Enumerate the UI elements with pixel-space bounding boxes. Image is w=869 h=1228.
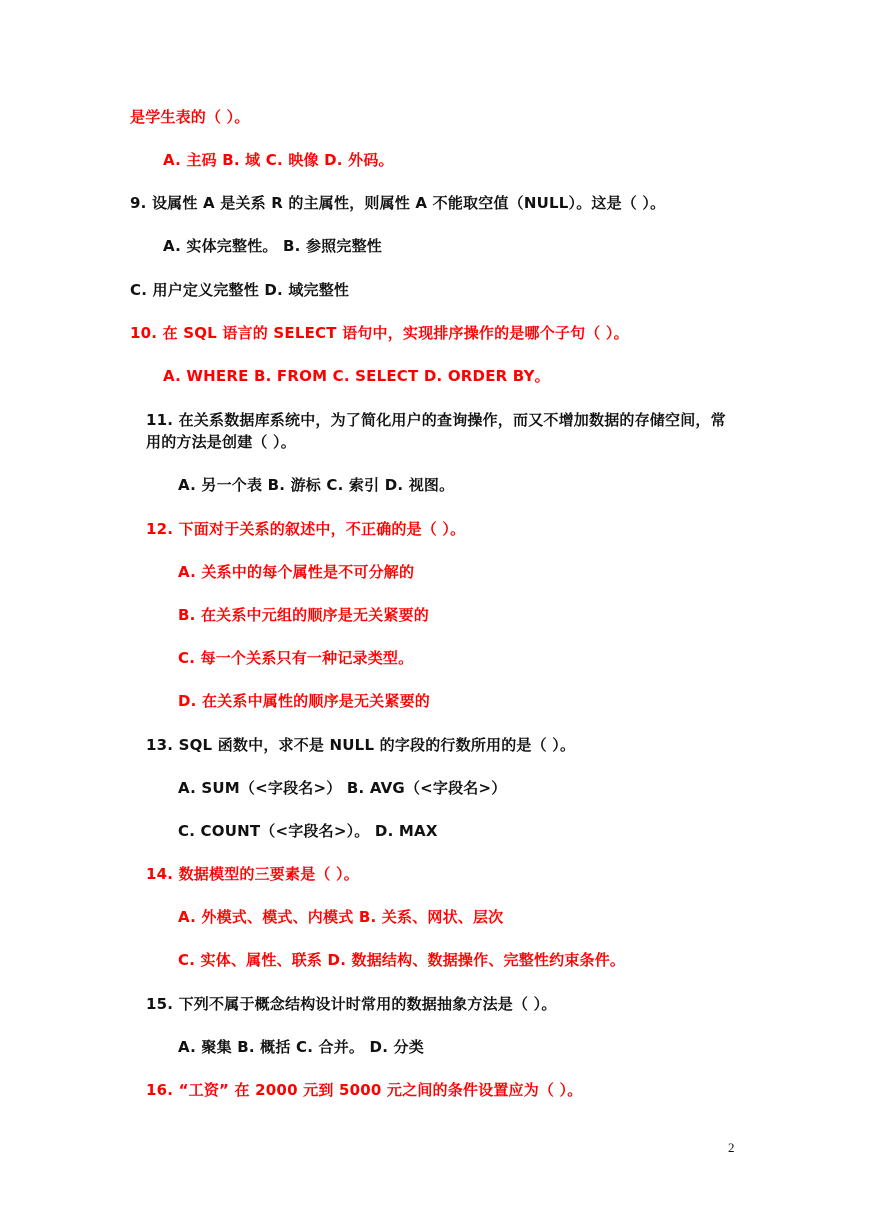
line-q12-option-d: D. 在关系中属性的顺序是无关紧要的 [178, 692, 430, 710]
line-q13-options-c-d: C. COUNT（<字段名>）。 D. MAX [178, 822, 438, 840]
line-q12-option-c: C. 每一个关系只有一种记录类型。 [178, 649, 414, 667]
line-q9-options-a-b: A. 实体完整性。 B. 参照完整性 [163, 237, 382, 255]
line-q15-question: 15. 下列不属于概念结构设计时常用的数据抽象方法是（ ）。 [146, 995, 557, 1013]
page-number: 2 [728, 1140, 735, 1155]
line-q16-question: 16. “工资” 在 2000 元到 5000 元之间的条件设置应为（ ）。 [146, 1081, 583, 1099]
line-q12-option-a: A. 关系中的每个属性是不可分解的 [178, 563, 415, 581]
line-q9-options-c-d: C. 用户定义完整性 D. 域完整性 [130, 281, 350, 299]
line-q11-question-2: 用的方法是创建（ ）。 [146, 433, 296, 451]
line-q13-options-a-b: A. SUM（<字段名>） B. AVG（<字段名>） [178, 779, 507, 797]
line-q14-question: 14. 数据模型的三要素是（ ）。 [146, 865, 359, 883]
line-q14-options-a-b: A. 外模式、模式、内模式 B. 关系、网状、层次 [178, 908, 504, 926]
line-q15-options: A. 聚集 B. 概括 C. 合并。 D. 分类 [178, 1038, 424, 1056]
line-q11-question-1: 11. 在关系数据库系统中，为了简化用户的查询操作，而又不增加数据的存储空间，常 [146, 411, 726, 429]
line-q11-options: A. 另一个表 B. 游标 C. 索引 D. 视图。 [178, 476, 455, 494]
line-q12-question: 12. 下面对于关系的叙述中，不正确的是（ ）。 [146, 520, 466, 538]
line-q9-question: 9. 设属性 A 是关系 R 的主属性，则属性 A 不能取空值（NULL）。这是（ ）。 [130, 194, 666, 212]
line-q13-question: 13. SQL 函数中，求不是 NULL 的字段的行数所用的是（ ）。 [146, 736, 576, 754]
line-q8-options: A. 主码 B. 域 C. 映像 D. 外码。 [163, 151, 394, 169]
line-q8-tail: 是学生表的（ ）。 [130, 108, 250, 126]
line-q10-options: A. WHERE B. FROM C. SELECT D. ORDER BY。 [163, 367, 550, 385]
line-q12-option-b: B. 在关系中元组的顺序是无关紧要的 [178, 606, 429, 624]
line-q10-question: 10. 在 SQL 语言的 SELECT 语句中，实现排序操作的是哪个子句（ ）。 [130, 324, 629, 342]
line-q14-options-c-d: C. 实体、属性、联系 D. 数据结构、数据操作、完整性约束条件。 [178, 951, 626, 969]
